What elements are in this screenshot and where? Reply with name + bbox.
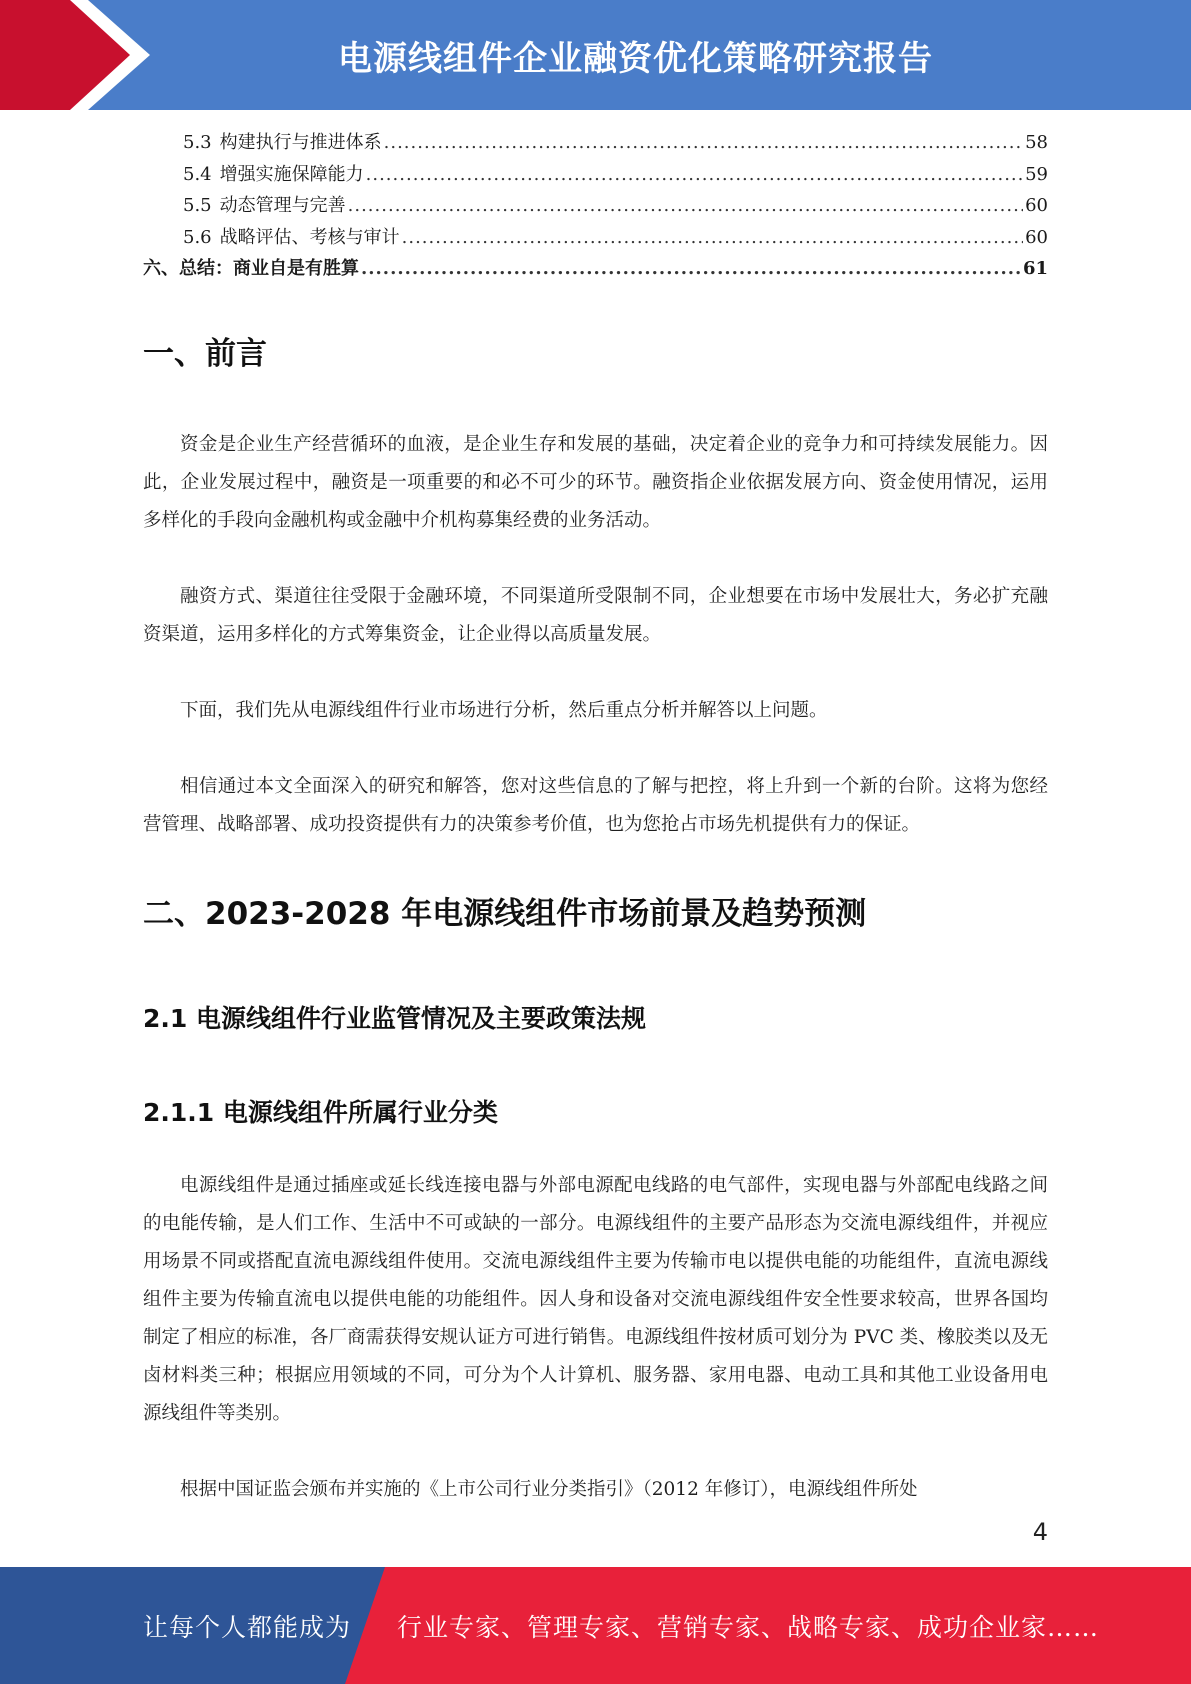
page-footer — [0, 1567, 1191, 1684]
table-of-contents — [143, 128, 1048, 286]
footer-slogan-right: 行业专家、管理专家、营销专家、战略专家、成功企业家…… — [397, 1612, 1100, 1642]
document-body — [143, 320, 1048, 1509]
toc-entry[interactable] — [143, 191, 1048, 223]
toc-entry[interactable] — [143, 128, 1048, 160]
toc-entry[interactable] — [143, 223, 1048, 255]
footer-slogan-left: 让每个人都能成为 — [143, 1612, 352, 1642]
toc-entry-page: 60 — [1025, 195, 1048, 216]
toc-dot-leader — [361, 258, 1021, 279]
toc-entry-number: 5.6 — [183, 226, 212, 248]
paragraph: 相信通过本文全面深入的研究和解答，您对这些信息的了解与把控，将上升到一个新的台阶。这将为您经营管理、战略部署、成功投资提供有力的决策参考价值，也为您抢占市场先机提供有力的保证。 — [143, 776, 1048, 835]
toc-entry-label: 增强实施保障能力 — [219, 163, 364, 185]
section-heading-preface: 一、前言 — [143, 336, 267, 372]
paragraph: 资金是企业生产经营循环的血液，是企业生存和发展的基础，决定着企业的竞争力和可持续发展能力。因此，企业发展过程中，融资是一项重要的和必不可少的环节。融资指企业依据发展方向、资金使用情况，运用多样化的手段向金融机构或金融中介机构募集经费的业务活动。 — [143, 434, 1048, 531]
paragraph: 电源线组件是通过插座或延长线连接电器与外部电源配电线路的电气部件，实现电器与外部配电线路之间的电能传输，是人们工作、生活中不可或缺的一部分。电源线组件的主要产品形态为交流电源线组件，并视应用场景不同或搭配直流电源线组件使用。交流电源线组件主要为传输市电以提供电能的功能组件，直流电源线组件主要为传输直流电以提供电能的功能组件。因人身和设备对交流电源线组件安全性要求较高，世界各国均制定了相应的标准，各厂商需获得安规认证方可进行销售。电源线组件按材质可划分为 PVC 类、橡胶类以及无卤材料类三种；根据应用领域的不同，可分为个人计算机、服务器、家用电器、电动工具和其他工业设备用电源线组件等类别。 — [143, 1175, 1048, 1424]
toc-entry-page: 59 — [1025, 163, 1048, 185]
header-arrow-icon — [0, 0, 160, 110]
paragraph: 根据中国证监会颁布并实施的《上市公司行业分类指引》（2012 年修订），电源线组件所处 — [180, 1479, 918, 1500]
toc-entry-label: 六、总结：商业自是有胜算 — [143, 258, 359, 279]
toc-entry-label: 战略评估、考核与审计 — [219, 226, 400, 248]
page-header — [0, 0, 1191, 110]
toc-dot-leader — [402, 227, 1023, 248]
paragraph: 融资方式、渠道往往受限于金融环境，不同渠道所受限制不同，企业想要在市场中发展壮大，务必扩充融资渠道，运用多样化的方式筹集资金，让企业得以高质量发展。 — [143, 586, 1048, 645]
report-title: 电源线组件企业融资优化策略研究报告 — [338, 38, 933, 79]
toc-dot-leader — [384, 132, 1023, 153]
toc-entry-number: 5.4 — [183, 163, 212, 185]
subsection-heading: 2.1.1 电源线组件所属行业分类 — [143, 1098, 498, 1127]
toc-entry-page: 58 — [1025, 132, 1048, 153]
toc-entry-number: 5.5 — [183, 195, 212, 216]
toc-entry-page: 60 — [1025, 226, 1048, 248]
toc-entry[interactable] — [143, 254, 1048, 286]
page-number: 4 — [1032, 1518, 1048, 1546]
paragraph: 下面，我们先从电源线组件行业市场进行分析，然后重点分析并解答以上问题。 — [180, 700, 828, 721]
toc-dot-leader — [348, 195, 1023, 216]
toc-entry-label: 动态管理与完善 — [219, 195, 346, 216]
toc-entry-number: 5.3 — [183, 132, 212, 153]
chapter-heading: 二、2023-2028 年电源线组件市场前景及趋势预测 — [143, 896, 867, 932]
toc-entry-page: 61 — [1022, 258, 1048, 279]
toc-entry[interactable] — [143, 160, 1048, 192]
section-heading: 2.1 电源线组件行业监管情况及主要政策法规 — [143, 1004, 646, 1033]
toc-dot-leader — [366, 164, 1023, 185]
toc-entry-label: 构建执行与推进体系 — [219, 132, 382, 153]
